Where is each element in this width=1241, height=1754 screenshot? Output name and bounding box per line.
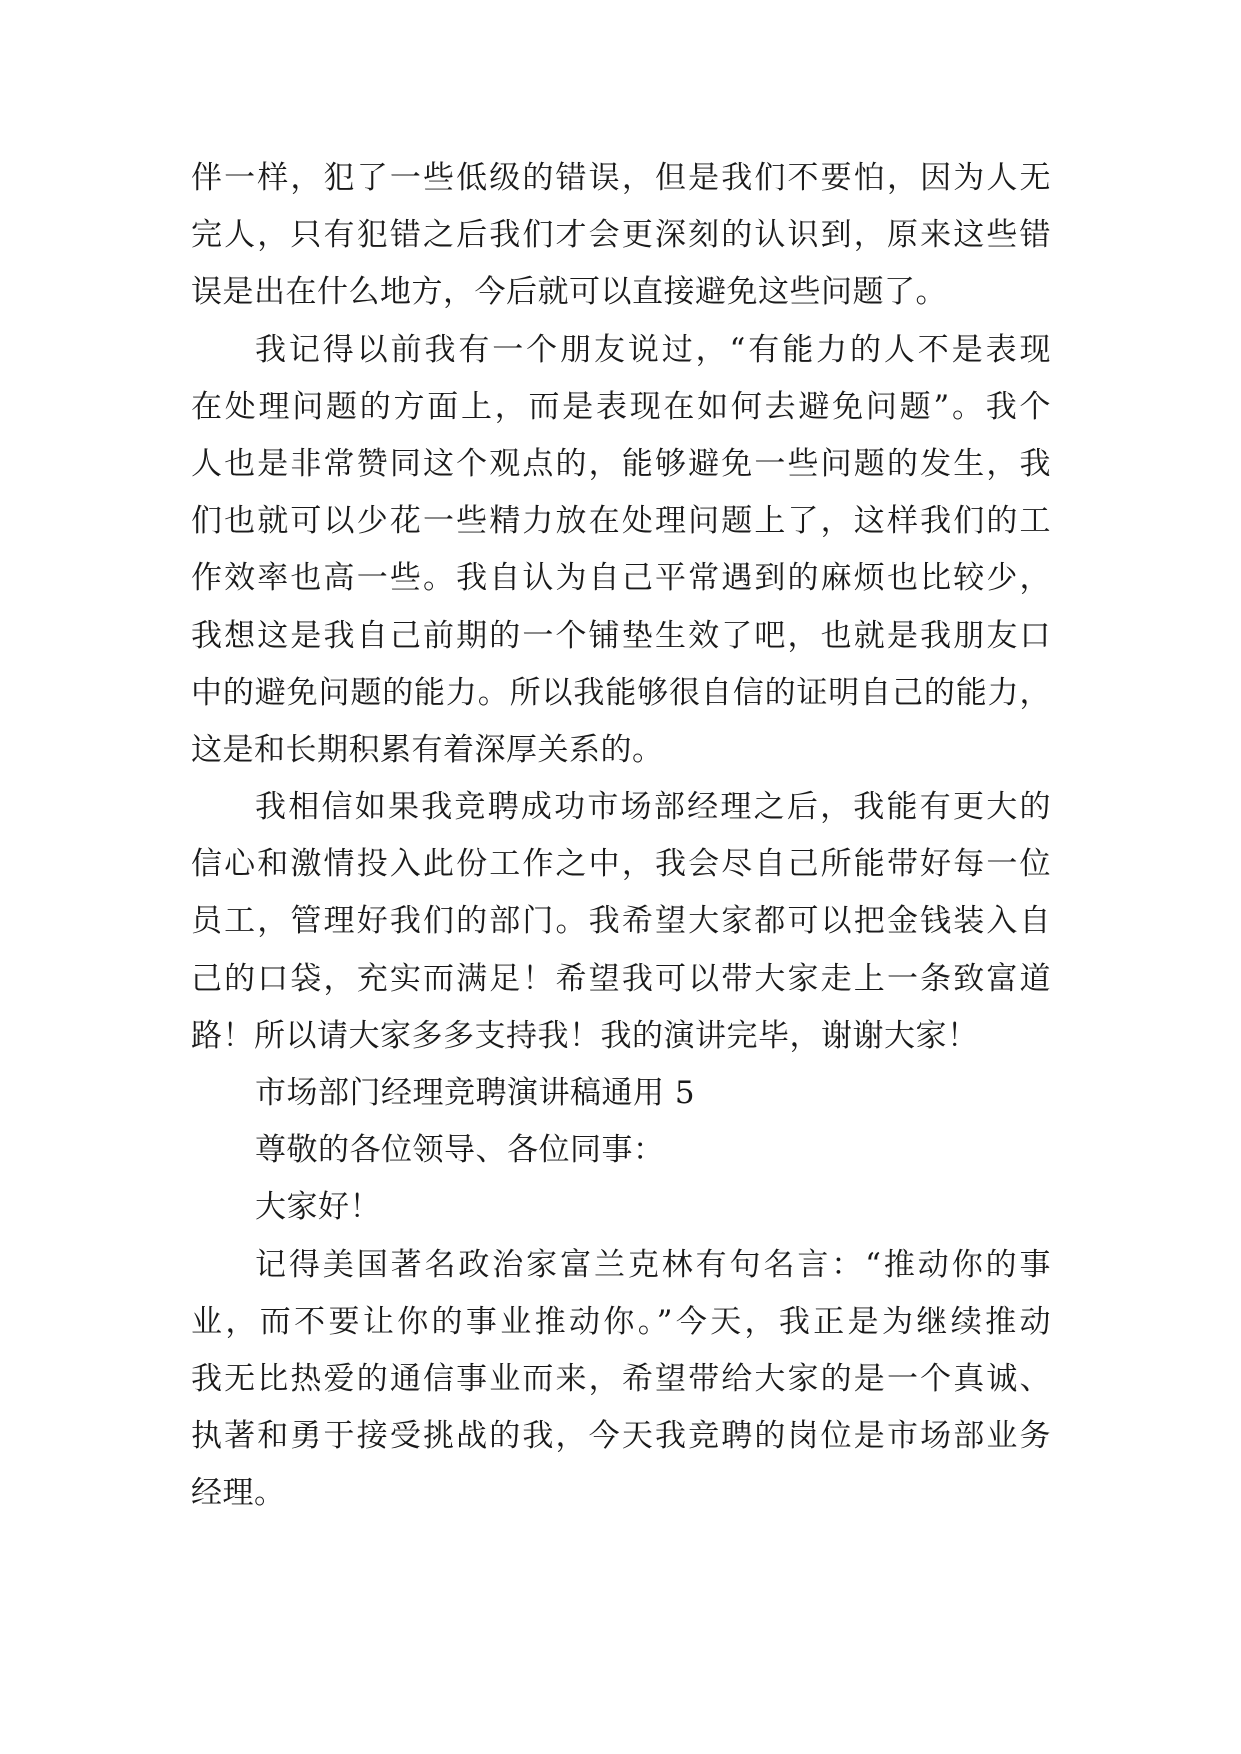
text-line: 中的避免问题的能力。所以我能够很自信的证明自己的能力， [191, 674, 1051, 711]
text-line: 市场部门经理竞聘演讲稿通用 5 [255, 1075, 696, 1111]
document-body [191, 150, 1051, 1523]
text-line: 业，而不要让你的事业推动你。”今天，我正是为继续推动 [191, 1303, 1051, 1340]
text-line: 们也就可以少花一些精力放在处理问题上了，这样我们的工 [191, 503, 1051, 540]
text-line: 大家好！ [255, 1189, 381, 1226]
text-line: 尊敬的各位领导、各位同事： [255, 1132, 665, 1169]
text-line: 记得美国著名政治家富兰克林有句名言：“推动你的事 [255, 1246, 1051, 1283]
text-line: 员工，管理好我们的部门。我希望大家都可以把金钱装入自 [191, 903, 1051, 940]
text-line: 执著和勇于接受挑战的我，今天我竞聘的岗位是市场部业务 [191, 1418, 1051, 1455]
text-line: 我无比热爱的通信事业而来，希望带给大家的是一个真诚、 [191, 1360, 1051, 1397]
text-line: 己的口袋，充实而满足！希望我可以带大家走上一条致富道 [191, 960, 1051, 997]
text-line: 伴一样，犯了一些低级的错误，但是我们不要怕，因为人无 [191, 160, 1051, 196]
text-line: 这是和长期积累有着深厚关系的。 [191, 731, 664, 768]
text-line: 我想这是我自己前期的一个铺垫生效了吧，也就是我朋友口 [191, 617, 1051, 654]
text-line: 我记得以前我有一个朋友说过，“有能力的人不是表现 [255, 331, 1051, 368]
text-line: 经理。 [191, 1475, 286, 1512]
text-line: 在处理问题的方面上，而是表现在如何去避免问题”。我个 [191, 388, 1051, 425]
text-line: 作效率也高一些。我自认为自己平常遇到的麻烦也比较少， [191, 560, 1051, 597]
text-line: 路！所以请大家多多支持我！我的演讲完毕，谢谢大家！ [191, 1017, 979, 1054]
text-line: 误是出在什么地方，今后就可以直接避免这些问题了。 [191, 274, 947, 311]
text-line: 我相信如果我竞聘成功市场部经理之后，我能有更大的 [255, 789, 1051, 826]
text-line: 人也是非常赞同这个观点的，能够避免一些问题的发生，我 [191, 445, 1051, 482]
text-line: 完人，只有犯错之后我们才会更深刻的认识到，原来这些错 [191, 217, 1051, 254]
text-line: 信心和激情投入此份工作之中，我会尽自己所能带好每一位 [191, 846, 1051, 883]
